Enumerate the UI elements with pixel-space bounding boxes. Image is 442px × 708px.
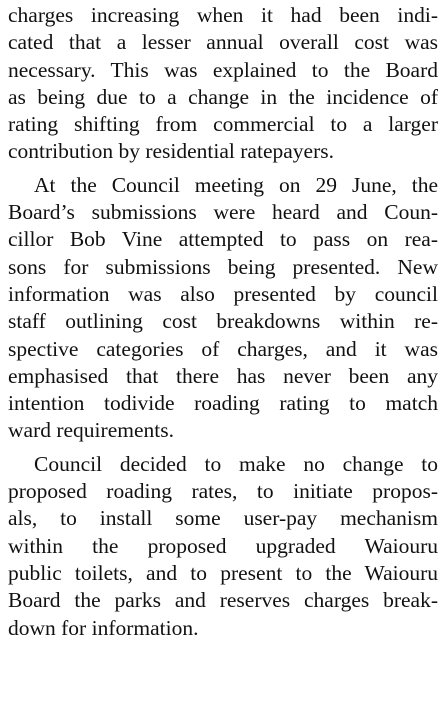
text-line: Board the parks and reserves charges break- <box>8 588 438 613</box>
text-line: ward requirements. <box>8 418 174 443</box>
text-line: sons for submissions being presented. New <box>8 254 438 279</box>
text-line: At the Council meeting on 29 June, the <box>34 172 438 197</box>
text-line: rating shifting from commercial to a larger <box>8 112 438 137</box>
text-line: down for information. <box>8 615 199 640</box>
paragraph <box>8 2 438 166</box>
text-line: within the proposed upgraded Waiouru <box>8 533 438 558</box>
text-line: emphasised that there has never been any <box>8 363 438 388</box>
text-line: Board’s submissions were heard and Coun- <box>8 200 438 225</box>
text-line: Council decided to make no change to <box>34 451 438 476</box>
text-line: necessary. This was explained to the Board <box>8 57 438 82</box>
text-line: cated that a lesser annual overall cost was <box>8 30 438 55</box>
text-line: spective categories of charges, and it was <box>8 336 438 361</box>
text-line: staff outlining cost breakdowns within re- <box>8 309 438 334</box>
paragraph <box>8 451 438 642</box>
text-column <box>8 2 438 642</box>
text-line: information was also presented by council <box>8 281 438 306</box>
paragraph <box>8 172 438 445</box>
text-line: public toilets, and to present to the Waiouru <box>8 560 438 585</box>
text-line: as being due to a change in the incidence of <box>8 84 438 109</box>
text-line: charges increasing when it had been indi- <box>8 3 438 27</box>
text-line: intention todivide roading rating to match <box>8 391 438 416</box>
text-line: cillor Bob Vine attempted to pass on rea- <box>8 227 438 252</box>
text-line: als, to install some user-pay mechanism <box>8 506 438 531</box>
text-line: contribution by residential ratepayers. <box>8 139 334 164</box>
text-line: proposed roading rates, to initiate propos- <box>8 479 438 504</box>
